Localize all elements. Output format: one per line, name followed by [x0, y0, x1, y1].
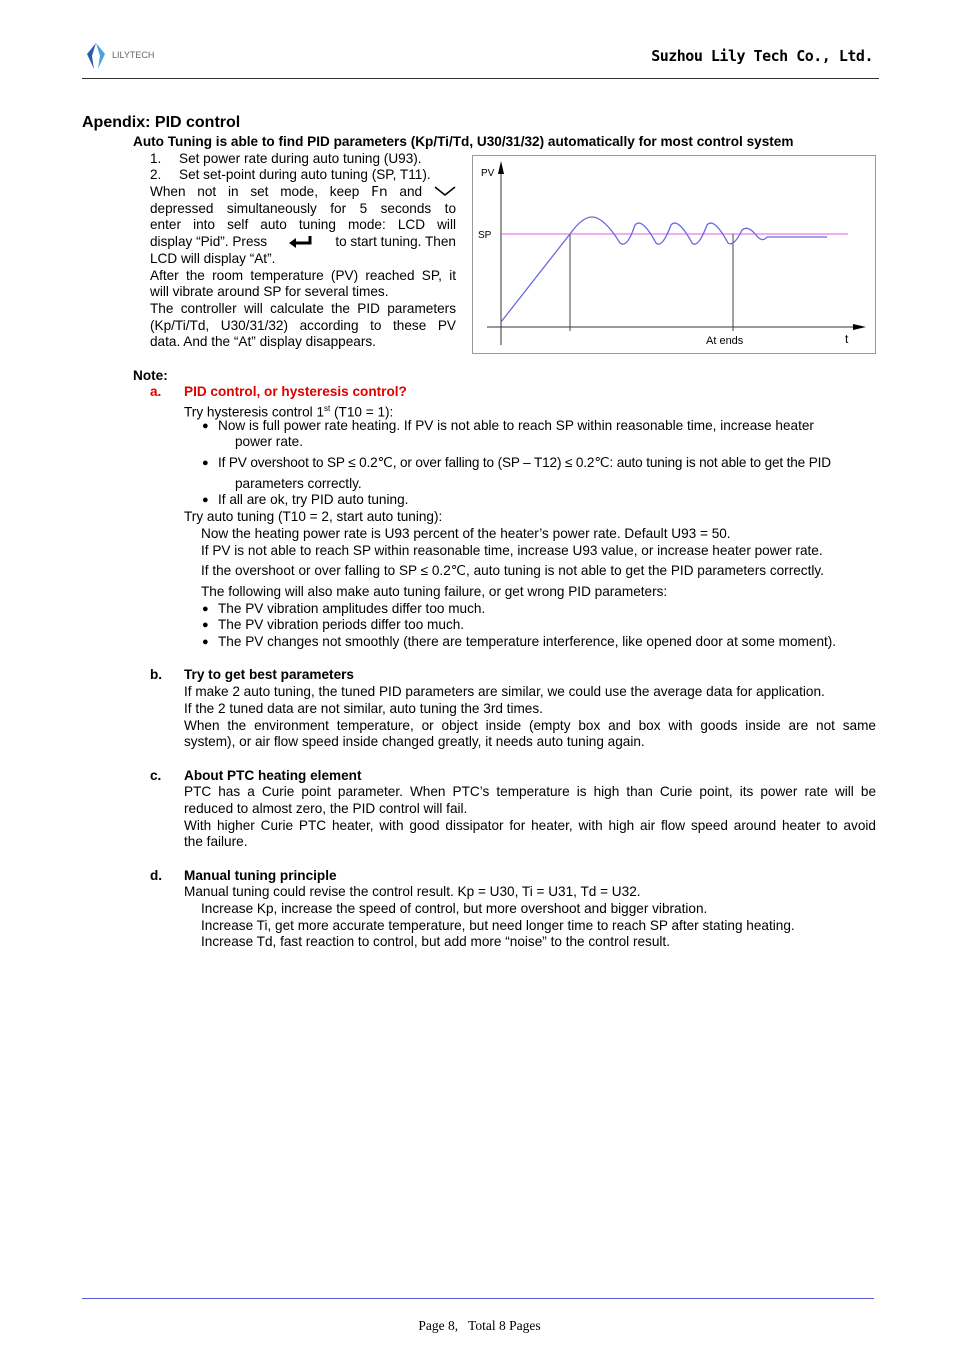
note-a-title: PID control, or hysteresis control?	[184, 384, 407, 399]
bullet-continuation: parameters correctly.	[235, 476, 362, 491]
at-ends-label: At ends	[706, 335, 744, 347]
footer-divider	[82, 1298, 874, 1299]
intro-line	[150, 184, 456, 201]
note-a-line: The following will also make auto tuning failure, or get wrong PID parameters:	[201, 584, 668, 599]
note-b-letter: b.	[150, 667, 163, 682]
bullet-item: ● The PV changes not smoothly (there are temperature interference, like opened door at some moment).	[218, 634, 836, 650]
note-d-line: Manual tuning could revise the control result. Kp = U30, Ti = U31, Td = U32.	[184, 884, 641, 899]
note-c-line: With higher Curie PTC heater, with good dissipator for heater, with high air flow speed around heater to avoid	[184, 818, 876, 833]
note-c-line: PTC has a Curie point parameter. When PTC’s temperature is high than Curie point, its power rate will be	[184, 784, 876, 799]
note-d-title: Manual tuning principle	[184, 868, 337, 883]
t-axis-label: t	[845, 332, 849, 346]
step-number: 2.	[150, 167, 162, 182]
pv-label: PV	[481, 168, 495, 179]
intro-line	[150, 234, 456, 251]
intro-line: will vibrate around SP for several times.	[150, 284, 389, 299]
intro-line: depressed simultaneously for 5 seconds to	[150, 201, 456, 216]
x-axis-arrow-icon	[853, 324, 866, 330]
bullet-item: ● Now is full power rate heating. If PV is not able to reach SP within reasonable time, increase heater	[218, 418, 814, 434]
note-c-line: reduced to almost zero, the PID control will fail.	[184, 801, 468, 816]
text: Try hysteresis control 1	[184, 404, 325, 420]
page-title: Apendix: PID control	[82, 114, 241, 131]
note-a-letter: a.	[150, 384, 162, 399]
sp-label: SP	[478, 230, 492, 241]
fn-key-label: Fn	[371, 184, 388, 200]
note-a-line: If the overshoot or over falling to SP ≤ 0.2℃, auto tuning is not able to get the PID parameters correctly.	[201, 563, 824, 578]
intro-line: LCD will display “At”.	[150, 251, 276, 266]
pv-curve	[501, 217, 827, 322]
note-c-title: About PTC heating element	[184, 768, 362, 783]
superscript: st	[324, 404, 331, 413]
intro-line: enter into self auto tuning mode: LCD will	[150, 217, 456, 232]
intro-text: display “Pid”. Press	[150, 234, 268, 249]
down-arrow-icon	[434, 184, 456, 198]
bullet-item: ● If all are ok, try PID auto tuning.	[218, 492, 408, 508]
intro-line: The controller will calculate the PID parameters	[150, 301, 456, 316]
auto-tuning-diagram	[472, 155, 876, 354]
bullet-item: ● The PV vibration periods differ too much.	[218, 617, 464, 633]
intro-text: and	[399, 184, 423, 199]
note-c-letter: c.	[150, 768, 162, 783]
note-d-line: Increase Kp, increase the speed of control, but more overshoot and bigger vibration.	[201, 901, 708, 916]
note-b-line: If the 2 tuned data are not similar, auto tuning the 3rd times.	[184, 701, 543, 716]
bullet-item: ● The PV vibration amplitudes differ too much.	[218, 601, 485, 617]
intro-text: to start tuning. Then	[335, 234, 456, 249]
note-b-line: When the environment temperature, or object inside (empty box and box with goods inside are not same	[184, 718, 876, 733]
lilytech-logo-icon	[84, 42, 108, 70]
logo-text: LILYTECH	[112, 50, 155, 60]
enter-key-icon	[288, 234, 314, 248]
note-a-line: Now the heating power rate is U93 percent of the heater’s power rate. Default U93 = 50.	[201, 526, 731, 541]
intro-line: data. And the “At” display disappears.	[150, 334, 376, 349]
note-d-line: Increase Td, fast reaction to control, but add more “noise” to the control result.	[201, 934, 670, 949]
text: (T10 = 1):	[330, 404, 394, 420]
header-divider	[82, 78, 879, 79]
bullet-continuation: power rate.	[235, 434, 304, 449]
note-a-line: Try auto tuning (T10 = 2, start auto tuning):	[184, 509, 443, 524]
note-b-title: Try to get best parameters	[184, 667, 354, 682]
y-axis-arrow-icon	[498, 161, 504, 174]
note-label: Note:	[133, 368, 168, 383]
intro-text: When not in set mode, keep	[150, 184, 360, 199]
page-footer: Page 8, Total 8 Pages	[418, 1318, 541, 1333]
step-number: 1.	[150, 151, 162, 166]
company-name: Suzhou Lily Tech Co., Ltd.	[651, 47, 873, 65]
intro-line: After the room temperature (PV) reached SP, it	[150, 268, 456, 283]
note-c-line: the failure.	[184, 834, 248, 849]
bullet-item: ● If PV overshoot to SP ≤ 0.2℃, or over falling to (SP – T12) ≤ 0.2℃: auto tuning is not able to get the PID	[218, 455, 831, 471]
subtitle: Auto Tuning is able to find PID parameters (Kp/Ti/Td, U30/31/32) automatically for most control system	[133, 134, 794, 149]
intro-line: (Kp/Ti/Td, U30/31/32) according to these PV	[150, 318, 456, 333]
step-text: Set power rate during auto tuning (U93).	[179, 151, 422, 166]
step-text: Set set-point during auto tuning (SP, T11).	[179, 167, 431, 182]
note-a-line: If PV is not able to reach SP within reasonable time, increase U93 value, or increase heater power rate.	[201, 543, 823, 558]
note-d-letter: d.	[150, 868, 163, 883]
note-d-line: Increase Ti, get more accurate temperature, but need longer time to reach SP after stating heating.	[201, 918, 795, 933]
note-b-line: If make 2 auto tuning, the tuned PID parameters are similar, we could use the average data for application.	[184, 684, 825, 699]
note-b-line: system), or air flow speed inside changed greatly, it needs auto tuning again.	[184, 734, 645, 749]
